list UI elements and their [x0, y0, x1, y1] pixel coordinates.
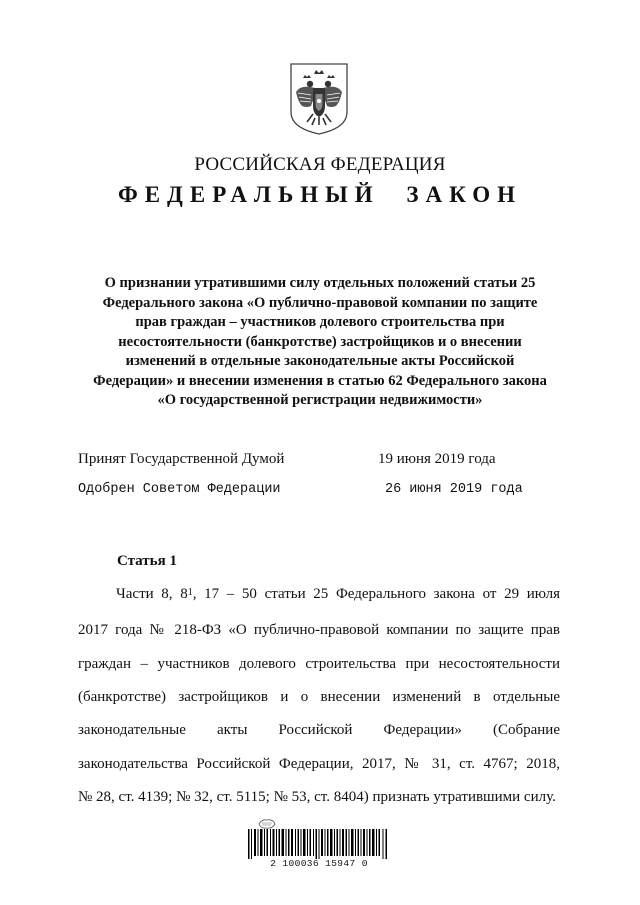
- document-type-title: ФЕДЕРАЛЬНЫЙ ЗАКОН: [117, 182, 523, 207]
- subject-line: прав граждан – участников долевого строительства при: [135, 314, 505, 330]
- subject-line: изменений в отдельные законодательные акты Российской: [125, 353, 515, 369]
- subject-line: Федерации» и внесении изменения в статью 62 Федерального закона: [93, 372, 547, 389]
- superscript: 1: [187, 587, 193, 598]
- article-line: (банкротстве) застройщиков и о внесении изменений в отдельные: [78, 689, 560, 705]
- barcode-number: 2 100036 15947 0: [270, 858, 368, 869]
- council-approval-date: 26 июня 2019 года: [385, 482, 523, 497]
- subject-line: Федерального закона «О публично-правовой компании по защите: [102, 294, 538, 311]
- article-line: 2017 года № 218-ФЗ «О публично-правовой компании по защите прав: [78, 622, 560, 638]
- subject-line: О признании утратившими силу отдельных положений статьи 25: [104, 275, 536, 291]
- article-line: [116, 586, 560, 606]
- article-line: законодательства Российской Федерации, 2017, № 31, ст. 4767; 2018,: [78, 756, 560, 772]
- subject-line: «О государственной регистрации недвижимости»: [157, 392, 483, 408]
- article-line-rest: , 17 – 50 статьи 25 Федерального закона от 29 июля: [192, 586, 560, 602]
- article-line-start: Части 8, 8: [116, 586, 188, 602]
- country-name: РОССИЙСКАЯ ФЕДЕРАЦИЯ: [194, 154, 446, 175]
- article-line: граждан – участников долевого строительства при несостоятельности: [78, 656, 560, 672]
- russian-coat-of-arms-icon: [289, 62, 349, 136]
- barcode-icon: [248, 829, 388, 859]
- article-line: № 28, ст. 4139; № 32, ст. 5115; № 53, ст. 8404) признать утратившими силу.: [78, 789, 556, 805]
- article-1-heading: Статья 1: [117, 553, 177, 569]
- council-approval-label: Одобрен Советом Федерации: [78, 482, 281, 497]
- article-line: законодательные акты Российской Федерации» (Собрание: [78, 722, 560, 738]
- subject-line: несостоятельности (банкротстве) застройщиков и о внесении: [118, 333, 522, 350]
- law-subject-title: [60, 274, 580, 411]
- duma-adoption-date: 19 июня 2019 года: [378, 451, 496, 467]
- duma-adoption-label: Принят Государственной Думой: [78, 451, 285, 467]
